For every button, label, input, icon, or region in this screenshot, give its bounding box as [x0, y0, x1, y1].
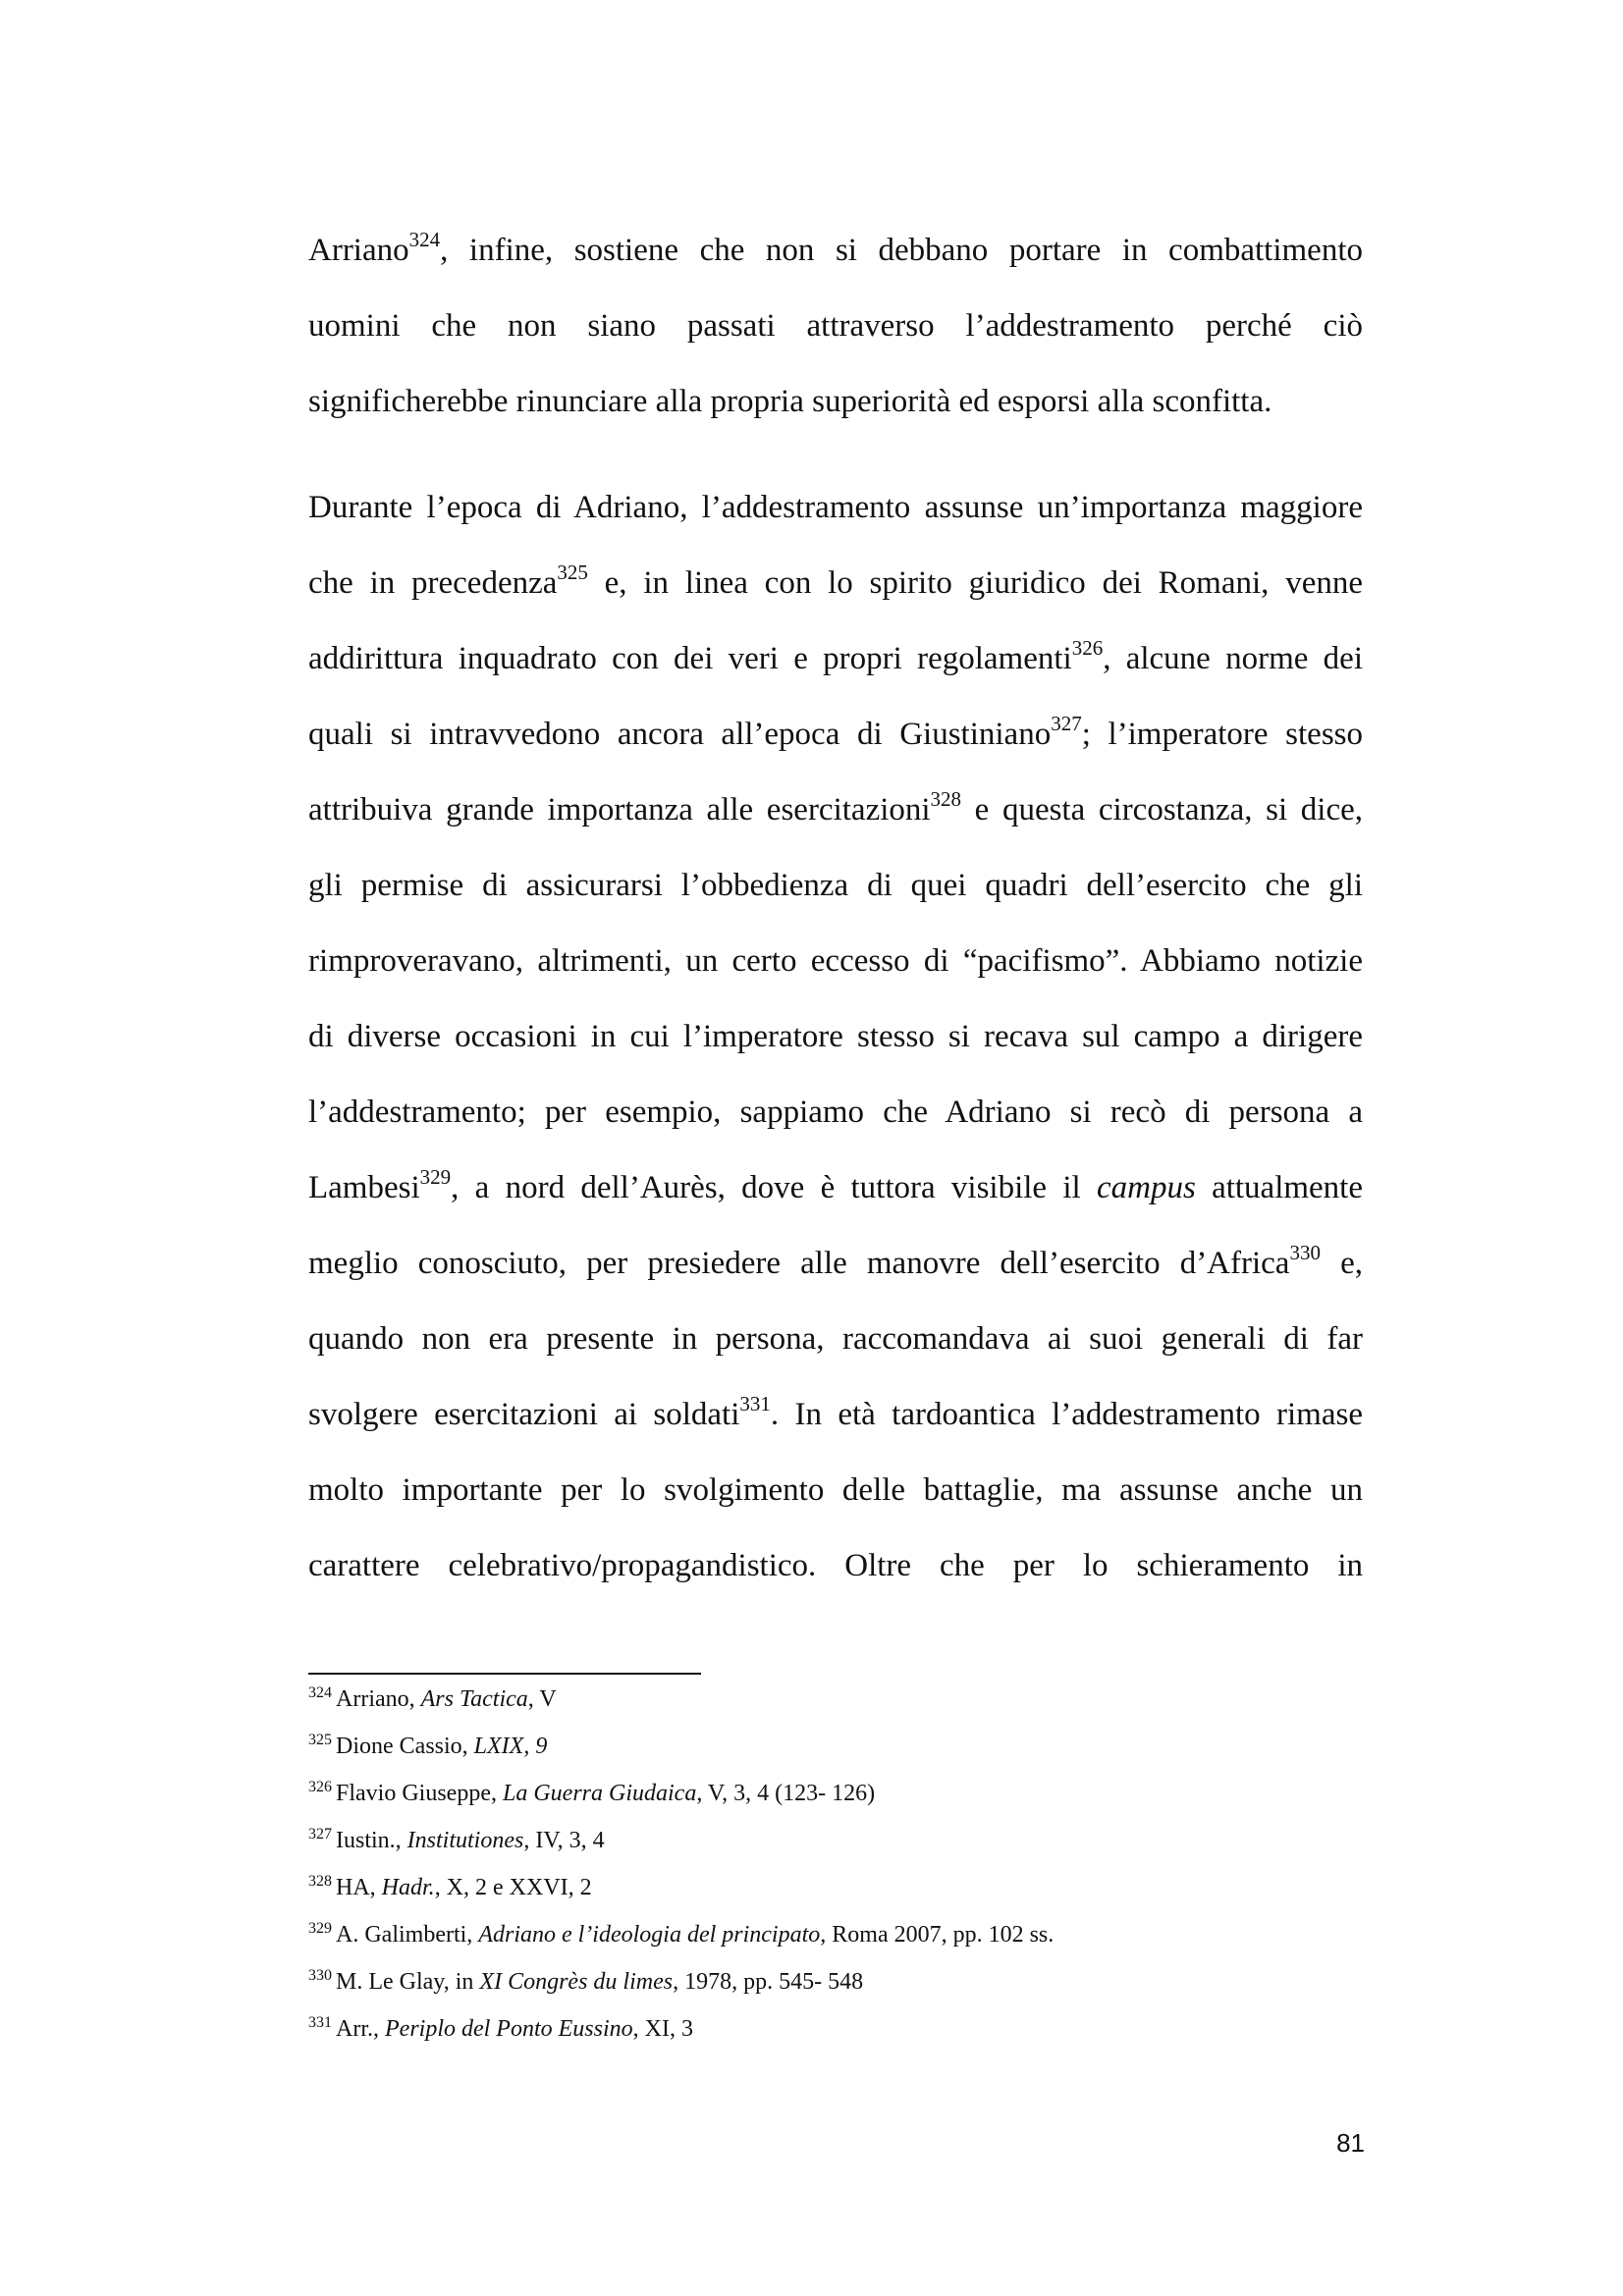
footnote-325: [308, 1732, 547, 1761]
footnote-ref-328[interactable]: 328: [930, 787, 962, 811]
footnote-text: , V, 3, 4 (123- 126): [696, 1781, 876, 1806]
footnote-ref-327[interactable]: 327: [1051, 712, 1082, 735]
p2-line-13: [308, 1392, 1363, 1434]
footnote-ref-331[interactable]: 331: [739, 1392, 771, 1415]
text-run: , infine, sostiene che non si debbano portare in combattimento: [440, 233, 1363, 268]
text-run: attribuiva grande importanza alle esercitazioni: [308, 792, 931, 828]
p2-line-6: gli permise di assicurarsi l’obbedienza di quei quadri dell’esercito che gli: [308, 868, 1363, 903]
text-run: , a nord dell’Aurès, dove è tuttora visibile il: [451, 1170, 1097, 1205]
text-run: quali si intravvedono ancora all’epoca di Giustiniano: [308, 717, 1052, 752]
footnote-text: , V: [527, 1686, 557, 1712]
footnote-text: Arr.,: [336, 2016, 385, 2042]
footnote-number: 330: [308, 1967, 332, 1984]
text-run: addirittura inquadrato con dei veri e propri regolamenti: [308, 641, 1072, 676]
footnote-326: [308, 1779, 875, 1808]
text-run: Lambesi: [308, 1170, 420, 1205]
footnote-title: Adriano e l’ideologia del principato: [478, 1922, 821, 1948]
footnote-separator: [308, 1673, 701, 1675]
footnote-title: Institutiones: [406, 1828, 524, 1853]
p2-line-4: [308, 712, 1364, 754]
footnote-number: 326: [308, 1779, 332, 1795]
footnote-number: 329: [308, 1920, 332, 1937]
p1-line-1: [308, 228, 1363, 270]
page-number: 81: [1336, 2128, 1365, 2158]
footnote-title: XI Congrès du limes: [479, 1969, 674, 1995]
footnote-329: [308, 1920, 1054, 1949]
footnote-title: Hadr.: [381, 1875, 435, 1900]
p2-line-12: quando non era presente in persona, raccomandava ai suoi generali di far: [308, 1321, 1363, 1357]
text-run: ; l’imperatore stesso: [1081, 717, 1364, 752]
footnote-ref-329[interactable]: 329: [419, 1165, 452, 1189]
p2-line-15: carattere celebrativo/propagandistico. Oltre che per lo schieramento in: [308, 1548, 1363, 1583]
p2-line-11: [308, 1241, 1364, 1283]
footnote-330: [308, 1967, 863, 1997]
footnote-title: Periplo del Ponto Eussino: [385, 2016, 633, 2042]
text-run: che in precedenza: [308, 565, 558, 601]
p2-line-3: [308, 636, 1364, 678]
footnote-327: [308, 1826, 605, 1855]
p2-line-9: l’addestramento; per esempio, sappiamo che Adriano si recò di persona a: [308, 1095, 1363, 1130]
footnote-text: , Roma 2007, pp. 102 ss.: [820, 1922, 1055, 1948]
p2-line-10: [308, 1165, 1364, 1207]
text-run: attualmente: [1195, 1170, 1364, 1205]
footnote-text: M. Le Glay, in: [336, 1969, 480, 1995]
text-run: , alcune norme dei: [1103, 641, 1364, 676]
p1-line-3: significherebbe rinunciare alla propria superiorità ed esporsi alla sconfitta.: [308, 384, 1272, 419]
footnote-text: A. Galimberti,: [336, 1922, 479, 1948]
italic-term: campus: [1096, 1170, 1196, 1205]
footnote-title: LXIX, 9: [473, 1734, 548, 1759]
footnote-number: 331: [308, 2014, 332, 2031]
p2-line-2: [308, 563, 1363, 603]
footnote-text: HA,: [336, 1875, 382, 1900]
text-run: e, in linea con lo spirito giuridico dei Romani, venne: [587, 565, 1363, 601]
footnote-number: 325: [308, 1732, 332, 1748]
text-run: Arriano: [308, 233, 409, 268]
footnote-text: Iustin.,: [336, 1828, 407, 1853]
footnote-number: 327: [308, 1826, 332, 1842]
footnote-text: Dione Cassio,: [336, 1734, 474, 1759]
text-run: meglio conosciuto, per presiedere alle manovre dell’esercito d’Africa: [308, 1246, 1290, 1281]
p2-line-8: di diverse occasioni in cui l’imperatore stesso si recava sul campo a dirigere: [308, 1019, 1363, 1054]
footnote-text: , IV, 3, 4: [523, 1828, 605, 1853]
footnote-text: , XI, 3: [632, 2016, 693, 2042]
text-run: e,: [1320, 1246, 1364, 1281]
footnote-ref-325[interactable]: 325: [557, 561, 588, 584]
footnote-title: Ars Tactica: [420, 1686, 528, 1712]
footnote-number: 328: [308, 1873, 332, 1890]
p1-line-2: uomini che non siano passati attraverso l’addestramento perché ciò: [308, 308, 1363, 344]
p2-line-7: rimproveravano, altrimenti, un certo eccesso di “pacifismo”. Abbiamo notizie: [308, 943, 1363, 979]
footnote-ref-324[interactable]: 324: [408, 228, 441, 251]
p2-line-14: molto importante per lo svolgimento delle battaglie, ma assunse anche un: [308, 1472, 1363, 1508]
text-run: e questa circostanza, si dice,: [961, 792, 1363, 828]
footnote-ref-330[interactable]: 330: [1289, 1241, 1321, 1264]
footnote-331: [308, 2014, 693, 2044]
footnote-text: , X, 2 e XXVI, 2: [434, 1875, 592, 1900]
text-run: svolgere esercitazioni ai soldati: [308, 1397, 740, 1432]
footnote-number: 324: [308, 1684, 332, 1701]
footnote-328: [308, 1873, 592, 1902]
footnote-text: Arriano,: [336, 1686, 421, 1712]
p2-line-5: [308, 787, 1363, 829]
text-run: . In età tardoantica l’addestramento rimase: [770, 1397, 1363, 1432]
footnote-title: La Guerra Giudaica: [502, 1781, 697, 1806]
footnote-ref-326[interactable]: 326: [1071, 636, 1104, 660]
footnote-text: Flavio Giuseppe,: [336, 1781, 503, 1806]
p2-line-1: Durante l’epoca di Adriano, l’addestramento assunse un’importanza maggiore: [308, 490, 1363, 525]
footnote-text: , 1978, pp. 545- 548: [673, 1969, 864, 1995]
footnote-324: [308, 1684, 557, 1714]
